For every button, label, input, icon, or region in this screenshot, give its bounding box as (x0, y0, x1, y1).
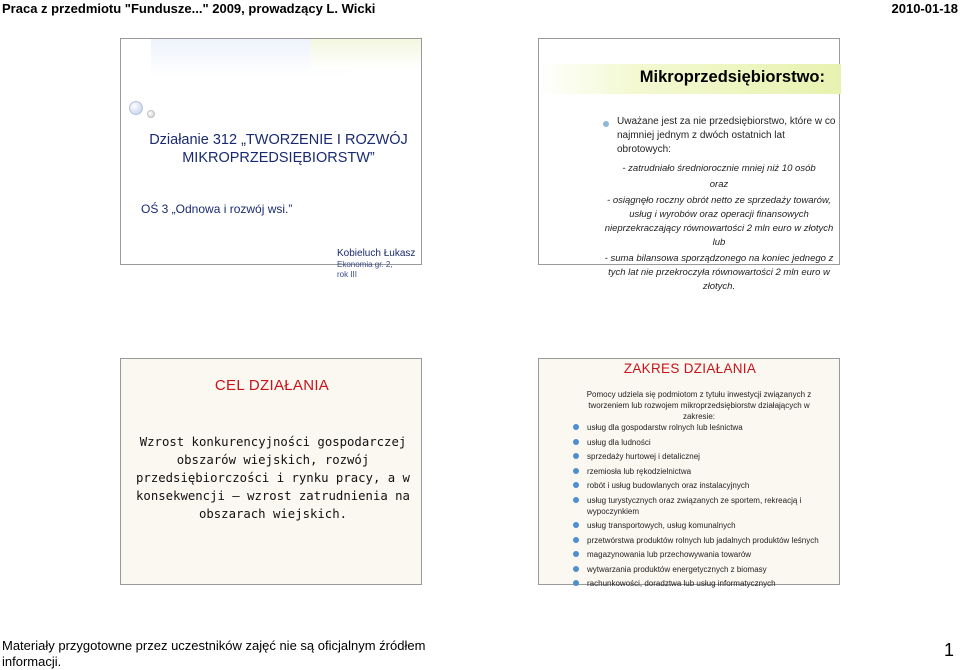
bullet-icon (573, 424, 579, 430)
list-item (573, 495, 839, 517)
list-item (573, 578, 839, 589)
bubble-decoration (129, 101, 143, 115)
slide-title-line: Działanie 312 „TWORZENIE I ROZWÓJ (149, 132, 408, 148)
bullet-icon (573, 482, 579, 488)
slide-decoration (311, 39, 421, 69)
bullet-icon (573, 497, 579, 503)
list-item-text: robót i usług budowlanych oraz instalacyjnych (587, 481, 750, 490)
slide-heading: Mikroprzedsiębiorstwo: (639, 68, 825, 86)
author-details (337, 260, 393, 280)
definition-intro: Uważane jest za nie przedsiębiorstwo, które w co najmniej jednym z dwóch ostatnich lat obrotowych: (617, 116, 836, 155)
list-item (573, 535, 839, 546)
bubble-decoration (147, 110, 155, 118)
bullet-icon (573, 566, 579, 572)
list-item (573, 466, 839, 477)
list-item (573, 451, 839, 462)
connector-oraz: oraz (709, 179, 729, 190)
list-item (573, 520, 839, 531)
list-item (573, 437, 839, 448)
bullet-icon (573, 580, 579, 586)
slide-heading: CEL DZIAŁANIA (214, 377, 330, 394)
author-name: Kobieluch Łukasz (337, 248, 416, 259)
author-year: rok III (337, 270, 358, 279)
bullet-icon (573, 537, 579, 543)
list-item-text: magazynowania lub przechowywania towarów (587, 550, 752, 559)
page-number: 1 (943, 640, 954, 660)
slide-heading: ZAKRES DZIAŁANIA (623, 361, 757, 376)
scope-intro: Pomocy udziela się podmiotom z tytułu inwestycji związanych z tworzeniem lub rozwojem mikroprzedsiębiorstw działających w zakresie: (586, 390, 812, 421)
bullet-icon (603, 121, 609, 127)
slide-definition (538, 38, 840, 292)
list-item (573, 422, 839, 433)
slide-title (120, 38, 422, 279)
page-header-title: Praca z przedmiotu "Fundusze..." 2009, prowadzący L. Wicki (2, 1, 376, 16)
footer-disclaimer: Materiały przygotowne przez uczestników zajęć nie są oficjalnym źródłem informacji. (2, 638, 426, 669)
bullet-icon (573, 439, 579, 445)
goal-text: Wzrost konkurencyjności gospodarczej obszarów wiejskich, rozwój przedsiębiorczości i rynku pracy, a w konsekwencji – wzrost zatrudnienia na obszarach wiejskich. (136, 435, 410, 521)
author-group: Ekonomia gr. 2, (337, 260, 393, 269)
bullet-icon (573, 551, 579, 557)
slide-title-line: MIKROPRZEDSIĘBIORSTW” (182, 150, 375, 166)
criterion-turnover: - osiągnęło roczny obrót netto ze sprzedaży towarów, usług i wyrobów oraz operacji finansowych nieprzekraczający równowartości 2 mln euro w złotych (604, 195, 834, 234)
bullet-icon (573, 468, 579, 474)
list-item-text: usług turystycznych oraz związanych ze sportem, rekreacją i wypoczynkiem (587, 495, 802, 516)
slide-scope (538, 358, 840, 588)
connector-lub: lub (712, 237, 726, 248)
list-item (573, 564, 839, 575)
list-item (573, 480, 839, 491)
list-item-text: wytwarzania produktów energetycznych z biomasy (587, 564, 767, 574)
list-item-text: sprzedaży hurtowej i detalicznej (587, 452, 700, 461)
list-item-text: usług transportowych, usług komunalnych (587, 521, 736, 530)
scope-list (573, 422, 839, 593)
slide-goal (120, 358, 422, 585)
list-item-text: usług dla ludności (587, 437, 651, 447)
page-header-date: 2010-01-18 (891, 1, 958, 16)
bullet-icon (573, 522, 579, 528)
list-item-text: przetwórstwa produktów rolnych lub jadalnych produktów leśnych (587, 535, 819, 545)
list-item (573, 549, 839, 560)
criterion-balance: - suma bilansowa sporządzonego na koniec jednego z tych lat nie przekroczyła równowartości 2 mln euro w złotych. (604, 253, 834, 292)
slide-title-heading (136, 131, 421, 167)
slide-axis-label: OŚ 3 „Odnowa i rozwój wsi.” (141, 202, 293, 216)
bullet-icon (573, 453, 579, 459)
list-item-text: rzemiosła lub rękodzielnictwa (587, 466, 692, 476)
criterion-employment: - zatrudniało średniorocznie mniej niż 10 osób (622, 163, 816, 174)
list-item-text: usług dla gospodarstw rolnych lub leśnictwa (587, 423, 743, 432)
list-item-text: rachunkowości, doradztwa lub usług informatycznych (587, 579, 776, 588)
